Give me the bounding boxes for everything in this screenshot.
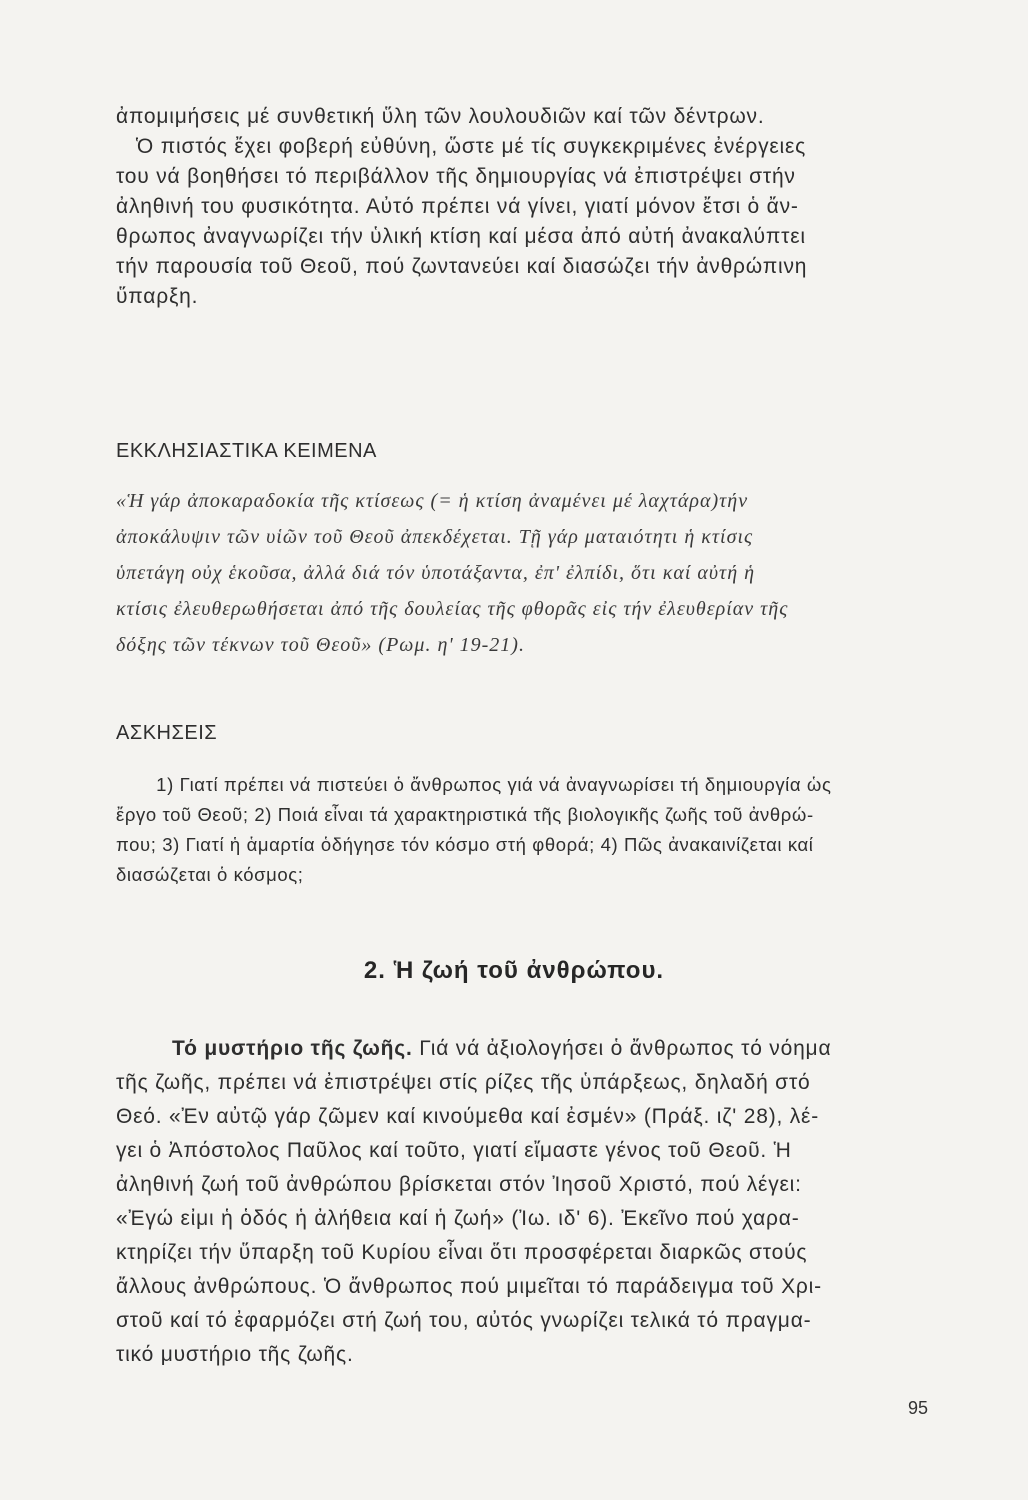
quote-line: ἀποκάλυψιν τῶν υἱῶν τοῦ Θεοῦ ἀπεκδέχεται. Τῇ γάρ ματαιότητι ἡ κτίσις [116,526,754,548]
text-line: Ὁ πιστός ἔχει φοβερή εὐθύνη, ὥστε μέ τίς συγκεκριμένες ἐνέργειες [116,135,807,158]
text-line: στοῦ καί τό ἐφαρμόζει στή ζωή του, αὐτός γνωρίζει τελικά τό πραγμα- [116,1309,812,1332]
text-line: γει ὁ Ἀπόστολος Παῦλος καί τοῦτο, γιατί εἴμαστε γένος τοῦ Θεοῦ. Ἡ [116,1139,792,1162]
first-line-rest: Γιά νά ἀξιολογήσει ὁ ἄνθρωπος τό νόημα [412,1037,832,1060]
text-line: κτηρίζει τήν ὕπαρξη τοῦ Κυρίου εἶναι ὅτι προσφέρεται διαρκῶς στούς [116,1241,808,1264]
page-number: 95 [908,1398,929,1418]
text-line: του νά βοηθήσει τό περιβάλλον τῆς δημιουργίας νά ἐπιστρέψει στήν [116,165,796,188]
exercises-list [116,770,946,890]
quote-line: δόξης τῶν τέκνων τοῦ Θεοῦ» (Ρωμ. η' 19-21). [116,634,525,656]
text-line: ἄλλους ἀνθρώπους. Ὁ ἄνθρωπος πού μιμεῖται τό παράδειγμα τοῦ Χρι- [116,1275,822,1298]
text-line: τικό μυστήριο τῆς ζωῆς. [116,1343,354,1366]
text-line: ἀληθινή του φυσικότητα. Αὐτό πρέπει νά γίνει, γιατί μόνον ἔτσι ὁ ἄν- [116,195,799,218]
exercise-line: ἔργο τοῦ Θεοῦ; 2) Ποιά εἶναι τά χαρακτηριστικά τῆς βιολογικῆς ζωῆς τοῦ ἀνθρώ- [116,804,814,825]
text-line: ἀπομιμήσεις μέ συνθετική ὕλη τῶν λουλουδιῶν καί τῶν δέντρων. [116,105,765,128]
text-line: Θεό. «Ἐν αὐτῷ γάρ ζῶμεν καί κινούμεθα καί ἐσμέν» (Πράξ. ιζ' 28), λέ- [116,1105,820,1128]
quote-line: «Ἡ γάρ ἀποκαραδοκία τῆς κτίσεως (= ἡ κτίση ἀναμένει μέ λαχτάρα)τήν [116,490,749,512]
section-heading-exercises: ΑΣΚΗΣΕΙΣ [116,722,218,744]
text-line: θρωπος ἀναγνωρίζει τήν ὑλική κτίση καί μέσα ἀπό αὐτή ἀνακαλύπτει [116,225,806,248]
text-line: τήν παρουσία τοῦ Θεοῦ, πού ζωντανεύει καί διασώζει τήν ἀνθρώπινη [116,255,808,278]
exercise-line: 1) Γιατί πρέπει νά πιστεύει ὁ ἄνθρωπος γιά νά ἀναγνωρίσει τή δημιουργία ὡς [116,774,832,795]
section-heading-texts: ΕΚΚΛΗΣΙΑΣΤΙΚΑ ΚΕΙΜΕΝΑ [116,440,377,462]
text-line: ἀληθινή ζωή τοῦ ἀνθρώπου βρίσκεται στόν Ἰησοῦ Χριστό, πού λέγει: [116,1173,802,1196]
quote-line: ὑπετάγη οὐχ ἑκοῦσα, ἀλλά διά τόν ὑποτάξαντα, ἐπ' ἐλπίδι, ὅτι καί αὐτή ἡ [116,562,756,584]
lead-phrase: Τό μυστήριο τῆς ζωῆς. [172,1037,413,1060]
text-line: ὕπαρξη. [116,285,199,308]
exercise-line: διασώζεται ὁ κόσμος; [116,864,304,885]
chapter-title: 2. Ἡ ζωή τοῦ ἀνθρώπου. [363,957,665,984]
text-line: τῆς ζωῆς, πρέπει νά ἐπιστρέψει στίς ρίζες τῆς ὑπάρξεως, δηλαδή στό [116,1071,811,1094]
exercise-line: που; 3) Γιατί ἡ ἁμαρτία ὁδήγησε τόν κόσμο στή φθορά; 4) Πῶς ἀνακαινίζεται καί [116,834,814,855]
scripture-quote [116,483,956,663]
quote-line: κτίσις ἐλευθερωθήσεται ἀπό τῆς δουλείας τῆς φθορᾶς εἰς τήν ἐλευθερίαν τῆς [116,598,789,620]
text-line [116,1032,956,1066]
text-line: «Ἐγώ εἰμι ἡ ὁδός ἡ ἀλήθεια καί ἡ ζωή» (Ἰω. ιδ' 6). Ἐκεῖνο πού χαρα- [116,1207,800,1230]
chapter-body [116,1032,956,1372]
intro-paragraph [116,102,946,312]
